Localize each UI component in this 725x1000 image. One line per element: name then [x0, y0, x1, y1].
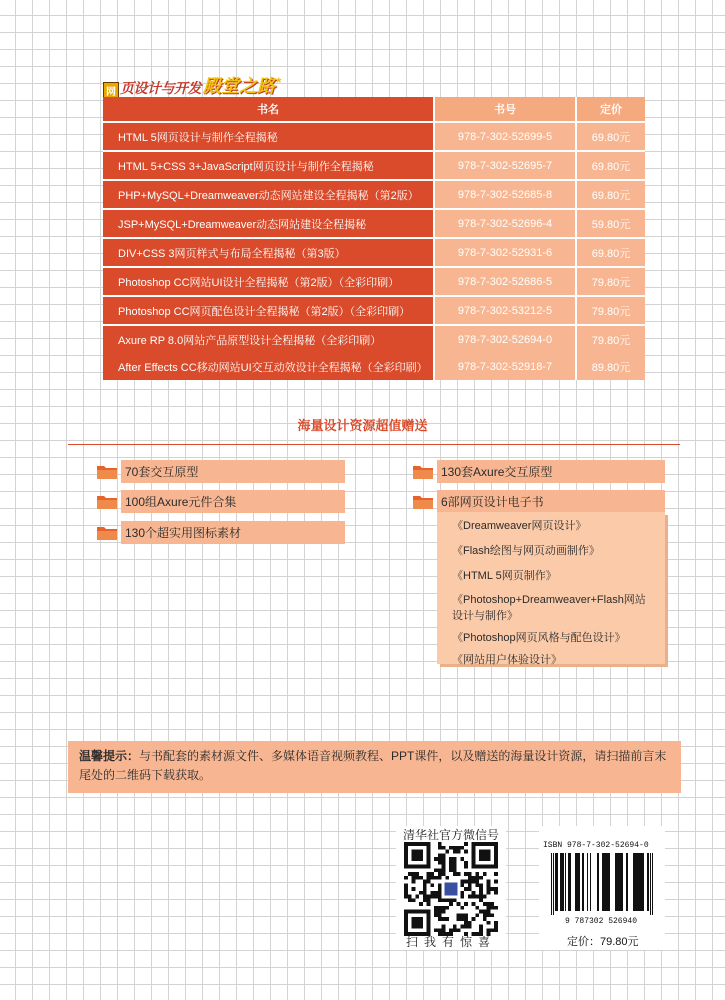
- resources-divider: [68, 444, 680, 445]
- book-isbn: 978-7-302-53212-5: [435, 297, 575, 324]
- price-label: 定价：79.80元: [567, 936, 639, 948]
- book-name: Photoshop CC网站UI设计全程揭秘（第2版）（全彩印刷）: [103, 268, 433, 295]
- book-name: JSP+MySQL+Dreamweaver动态网站建设全程揭秘: [103, 210, 433, 237]
- ebook-item: 《网站用户体验设计》: [452, 654, 562, 666]
- book-name: HTML 5网页设计与制作全程揭秘: [103, 123, 433, 150]
- resource-item: [96, 460, 345, 483]
- book-price: 79.80元: [577, 297, 645, 324]
- table-row: [103, 239, 645, 266]
- table-row: [103, 210, 645, 237]
- book-isbn: 978-7-302-52694-0: [435, 326, 575, 353]
- tips-box: [68, 741, 681, 793]
- book-isbn: 978-7-302-52695-7: [435, 152, 575, 179]
- tips-label: 温馨提示：: [79, 749, 140, 763]
- book-price: 69.80元: [577, 181, 645, 208]
- header-isbn: 书号: [435, 97, 575, 121]
- barcode: [543, 853, 661, 925]
- book-name: Axure RP 8.0网站产品原型设计全程揭秘（全彩印刷）: [103, 326, 433, 353]
- resource-label: 6部网页设计电子书: [437, 490, 665, 513]
- resource-item: [412, 460, 665, 483]
- book-price: 59.80元: [577, 210, 645, 237]
- folder-icon: [96, 493, 118, 510]
- book-name: After Effects CC移动网站UI交互动效设计全程揭秘（全彩印刷）: [103, 353, 433, 380]
- tips-text: 与书配套的素材源文件、多媒体语音视频教程、PPT课件，以及赠送的海量设计资源，请扫描前言末尾处的二维码下载获取。: [79, 749, 667, 782]
- book-isbn: 978-7-302-52931-6: [435, 239, 575, 266]
- book-price: 69.80元: [577, 123, 645, 150]
- book-name: HTML 5+CSS 3+JavaScript网页设计与制作全程揭秘: [103, 152, 433, 179]
- resource-label: 130个超实用图标素材: [121, 521, 345, 544]
- table-row: [103, 152, 645, 179]
- book-name: Photoshop CC网页配色设计全程揭秘（第2版）（全彩印刷）: [103, 297, 433, 324]
- series-logo-star: *: [276, 74, 282, 90]
- resource-item: [412, 490, 665, 513]
- qr-title: 清华社官方微信号: [402, 828, 499, 842]
- table-row: [103, 268, 645, 295]
- book-price: 89.80元: [577, 353, 645, 380]
- book-price: 69.80元: [577, 152, 645, 179]
- folder-icon: [96, 524, 118, 541]
- table-row: [103, 123, 645, 150]
- ebook-item: 《Photoshop网页风格与配色设计》: [452, 632, 626, 644]
- folder-icon: [412, 493, 434, 510]
- ebook-item: 《Flash绘图与网页动画制作》: [452, 545, 600, 557]
- barcode-digits: 9 787302 526940: [564, 917, 638, 925]
- table-row: [103, 181, 645, 208]
- series-logo-text: 页设计与开发: [120, 80, 201, 96]
- series-logo: [103, 74, 281, 98]
- ebook-list: [437, 512, 665, 664]
- book-name: PHP+MySQL+Dreamweaver动态网站建设全程揭秘（第2版）: [103, 181, 433, 208]
- barcode-block: [539, 826, 665, 950]
- table-row: [103, 297, 645, 324]
- ebook-item: 《Photoshop+Dreamweaver+Flash网站: [452, 594, 646, 606]
- book-price: 79.80元: [577, 326, 645, 353]
- ebook-item: 《HTML 5网页制作》: [452, 570, 557, 582]
- resource-item: [96, 521, 345, 544]
- resource-item: [96, 490, 345, 513]
- table-row: [103, 326, 645, 353]
- qr-code: [404, 842, 498, 936]
- book-isbn: 978-7-302-52918-7: [435, 353, 575, 380]
- isbn-text: ISBN 978-7-302-52694-0: [543, 841, 649, 850]
- ebook-item: 《Dreamweaver网页设计》: [452, 520, 587, 532]
- book-table: [103, 97, 645, 380]
- resource-label: 130套Axure交互原型: [437, 460, 665, 483]
- series-logo-badge: 网: [103, 82, 119, 98]
- book-isbn: 978-7-302-52685-8: [435, 181, 575, 208]
- folder-icon: [412, 463, 434, 480]
- resources-title: 海量设计资源超值赠送: [297, 418, 428, 433]
- header-book-name: 书名: [103, 97, 433, 121]
- header-price: 定价: [577, 97, 645, 121]
- qr-caption: 扫我有惊喜: [405, 935, 496, 949]
- book-price: 69.80元: [577, 239, 645, 266]
- qr-code-block: [396, 826, 506, 950]
- resource-label: 70套交互原型: [121, 460, 345, 483]
- series-logo-highlight: 殿堂之路: [203, 76, 275, 96]
- book-price: 79.80元: [577, 268, 645, 295]
- ebook-item: 设计与制作》: [452, 610, 518, 622]
- book-name: DIV+CSS 3网页样式与布局全程揭秘（第3版）: [103, 239, 433, 266]
- resource-label: 100组Axure元件合集: [121, 490, 345, 513]
- table-row: [103, 353, 645, 380]
- book-isbn: 978-7-302-52699-5: [435, 123, 575, 150]
- book-isbn: 978-7-302-52686-5: [435, 268, 575, 295]
- book-isbn: 978-7-302-52696-4: [435, 210, 575, 237]
- folder-icon: [96, 463, 118, 480]
